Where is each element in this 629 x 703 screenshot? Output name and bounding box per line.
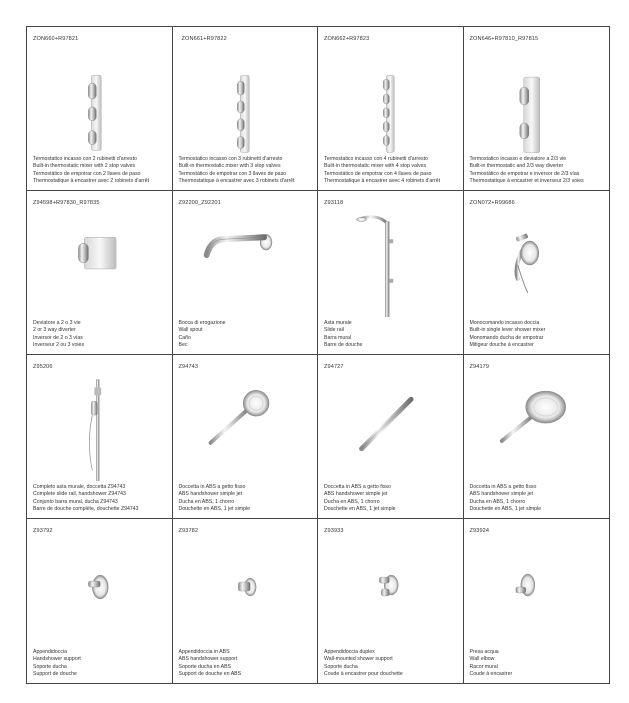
description-line: Douchette en ABS, 1 jet simple: [469, 505, 542, 512]
product-code: Z93118: [324, 200, 344, 206]
description-line: Built-in thermostatic mixer with 3 stop valves: [178, 163, 281, 170]
product-code: Z93792: [33, 528, 53, 534]
description-line: Wall elbow: [469, 656, 495, 663]
product-card: [464, 27, 610, 191]
product-description: [33, 156, 169, 185]
wall-elbow-icon: [464, 537, 610, 645]
product-description: [470, 484, 607, 513]
description-line: Soporte ducha en ABS: [178, 663, 231, 670]
product-card: [173, 27, 319, 191]
product-code: ZON660+R97821: [33, 36, 79, 42]
thermostatic-4-valves-icon: [318, 45, 463, 153]
product-code: Z94598+R97830_R97835: [33, 200, 100, 206]
description-line: Support de douche: [33, 670, 77, 677]
diverter-icon: [27, 209, 172, 317]
product-code: Z93933: [324, 528, 344, 534]
description-line: Conjunto barra mural, ducha Z94743: [33, 498, 118, 505]
product-code: Z92200_Z92201: [178, 200, 221, 206]
description-line: Appendidoccia: [33, 649, 68, 656]
description-line: Thermostatique à encastrer avec 4 robinets d'arrêt: [324, 177, 441, 184]
description-line: Termostático de empotrar con 3 llaves de paso: [178, 170, 287, 177]
description-line: Termostatico incasso con 2 rubinetti d'arresto: [33, 156, 137, 163]
description-line: Presa acqua: [469, 649, 499, 656]
description-line: Appendidoccia duplex: [324, 649, 375, 656]
shower-set-icon: [27, 373, 172, 481]
product-card: [464, 355, 610, 519]
description-line: Complete slide rail, handshower Z94743: [33, 491, 126, 498]
thermostatic-diverter-icon: [464, 45, 610, 153]
description-line: Soporte ducha: [324, 663, 358, 670]
description-line: Barra mural: [324, 334, 352, 341]
description-line: Built-in single lever shower mixer: [469, 327, 546, 334]
handshower-support-icon: [27, 537, 172, 645]
product-card: [318, 27, 464, 191]
description-line: Termostatico incasso con 3 rubinetti d'arresto: [178, 156, 283, 163]
product-description: [324, 156, 460, 185]
description-line: Monomando ducha de empotrar: [469, 334, 544, 341]
product-card: [27, 519, 173, 683]
description-line: Bocca di erogazione: [178, 320, 226, 327]
product-code: ZON072+R99686: [469, 200, 515, 206]
product-code: ZON661+R97822: [181, 36, 227, 42]
product-card: [318, 191, 464, 355]
description-line: Termostático de empotrar e inversor de 2/3 vías: [469, 170, 580, 177]
description-line: Thermostatique à encastrer et inverseur 2/3 voies: [469, 177, 584, 184]
description-line: Termostatico incasso con 4 rubinetti d'arresto: [324, 156, 428, 163]
description-line: Coude à encastrer pour douchette: [324, 670, 403, 677]
thermostatic-2-valves-icon: [27, 45, 172, 153]
product-card: [27, 27, 173, 191]
description-line: Termostático de empotrar con 4 llaves de paso: [324, 170, 432, 177]
description-line: Built-in thermostatic mixer with 4 stop valves: [324, 163, 427, 170]
product-code: ZON662+R97823: [324, 36, 370, 42]
product-card: [464, 191, 610, 355]
description-line: Doccetta in ABS a getto fisso: [178, 484, 246, 491]
product-description: [179, 320, 315, 349]
product-code: Z93924: [469, 528, 490, 534]
single-lever-mixer-icon: [464, 209, 610, 317]
description-line: Inverseur 2 ou 3 voies: [33, 341, 85, 348]
description-line: Monocomando incasso doccia: [469, 320, 540, 327]
description-line: Deviatore a 2 o 3 vie: [33, 320, 81, 327]
description-line: Completo asta murale, doccetta Z94743: [33, 484, 126, 491]
description-line: ABS handshower support: [178, 656, 238, 663]
description-line: Doccetta in ABS a getto fisso: [324, 484, 391, 491]
product-code: ZON646+R97810_R97815: [469, 36, 539, 42]
handshower-round-icon: [173, 373, 318, 481]
product-code: Z94743: [178, 364, 199, 370]
wall-spout-icon: [173, 209, 318, 317]
product-card: [27, 191, 173, 355]
product-description: [470, 156, 607, 185]
description-line: Termostático de empotrar con 2 llaves de paso: [33, 170, 141, 177]
product-card: [27, 355, 173, 519]
description-line: Slide rail: [324, 327, 344, 334]
product-card: [318, 355, 464, 519]
description-line: Soporte ducha: [33, 663, 67, 670]
thermostatic-3-valves-icon: [173, 45, 318, 153]
description-line: 2 or 3 way diverter: [33, 327, 76, 334]
description-line: Wall-mounted shower support: [324, 656, 393, 663]
description-line: ABS handshower simple jet: [469, 491, 533, 498]
product-card: [318, 519, 464, 683]
product-description: [470, 649, 607, 678]
handshower-large-icon: [464, 373, 610, 481]
description-line: Handshower support: [33, 656, 81, 663]
description-line: Ducha en ABS, 1 chorro: [324, 498, 380, 505]
product-code: Z93782: [178, 528, 199, 534]
product-grid: [26, 26, 610, 684]
product-code: Z95206: [33, 364, 53, 370]
description-line: Coude à encastrer: [469, 670, 513, 677]
product-card: [173, 191, 319, 355]
product-description: [324, 484, 460, 513]
description-line: Built-in thermostatic mixer with 2 stop valves: [33, 163, 136, 170]
product-card: [464, 519, 610, 683]
description-line: Asta murale: [324, 320, 352, 327]
product-description: [179, 484, 315, 513]
product-description: [324, 649, 460, 678]
description-line: Barre de douche: [324, 341, 363, 348]
product-description: [33, 649, 169, 678]
description-line: Mitigeur douche à encastrer: [469, 341, 534, 348]
duplex-support-icon: [318, 537, 463, 645]
description-line: Barre de douche complète, douchette Z94743: [33, 505, 139, 512]
description-line: Appendidoccia in ABS: [178, 649, 230, 656]
description-line: Racor mural: [469, 663, 498, 670]
handshower-stick-icon: [318, 373, 463, 481]
description-line: Ducha en ABS, 1 chorro: [469, 498, 526, 505]
description-line: ABS handshower simple jet: [324, 491, 388, 498]
description-line: Support de douche en ABS: [178, 670, 242, 677]
product-card: [173, 355, 319, 519]
description-line: Built-in thermostatic and 2/3 way diverter: [469, 163, 564, 170]
product-code: Z94179: [469, 364, 490, 370]
product-description: [33, 484, 169, 513]
abs-support-icon: [173, 537, 318, 645]
product-description: [179, 156, 315, 185]
description-line: Bec: [178, 341, 188, 348]
description-line: Thermostatique à encastrer avec 3 robinets d'arrêt: [178, 177, 295, 184]
product-description: [470, 320, 607, 349]
description-line: Termostatico incasso e deviatore a 2/3 vie: [469, 156, 567, 163]
description-line: Douchette en ABS, 1 jet simple: [324, 505, 396, 512]
product-description: [179, 649, 315, 678]
product-code: Z94727: [324, 364, 344, 370]
slide-rail-icon: [318, 209, 463, 317]
description-line: Doccetta in ABS a getto fisso: [469, 484, 537, 491]
description-line: Caño: [178, 334, 191, 341]
product-description: [324, 320, 460, 349]
description-line: Ducha en ABS, 1 chorro: [178, 498, 235, 505]
description-line: Wall spout: [178, 327, 203, 334]
product-description: [33, 320, 169, 349]
product-card: [173, 519, 319, 683]
description-line: Inversor de 2 o 3 vías: [33, 334, 83, 341]
description-line: ABS handshower simple jet: [178, 491, 242, 498]
description-line: Douchette en ABS, 1 jet simple: [178, 505, 251, 512]
description-line: Thermostatique à encastrer avec 2 robinets d'arrêt: [33, 177, 150, 184]
